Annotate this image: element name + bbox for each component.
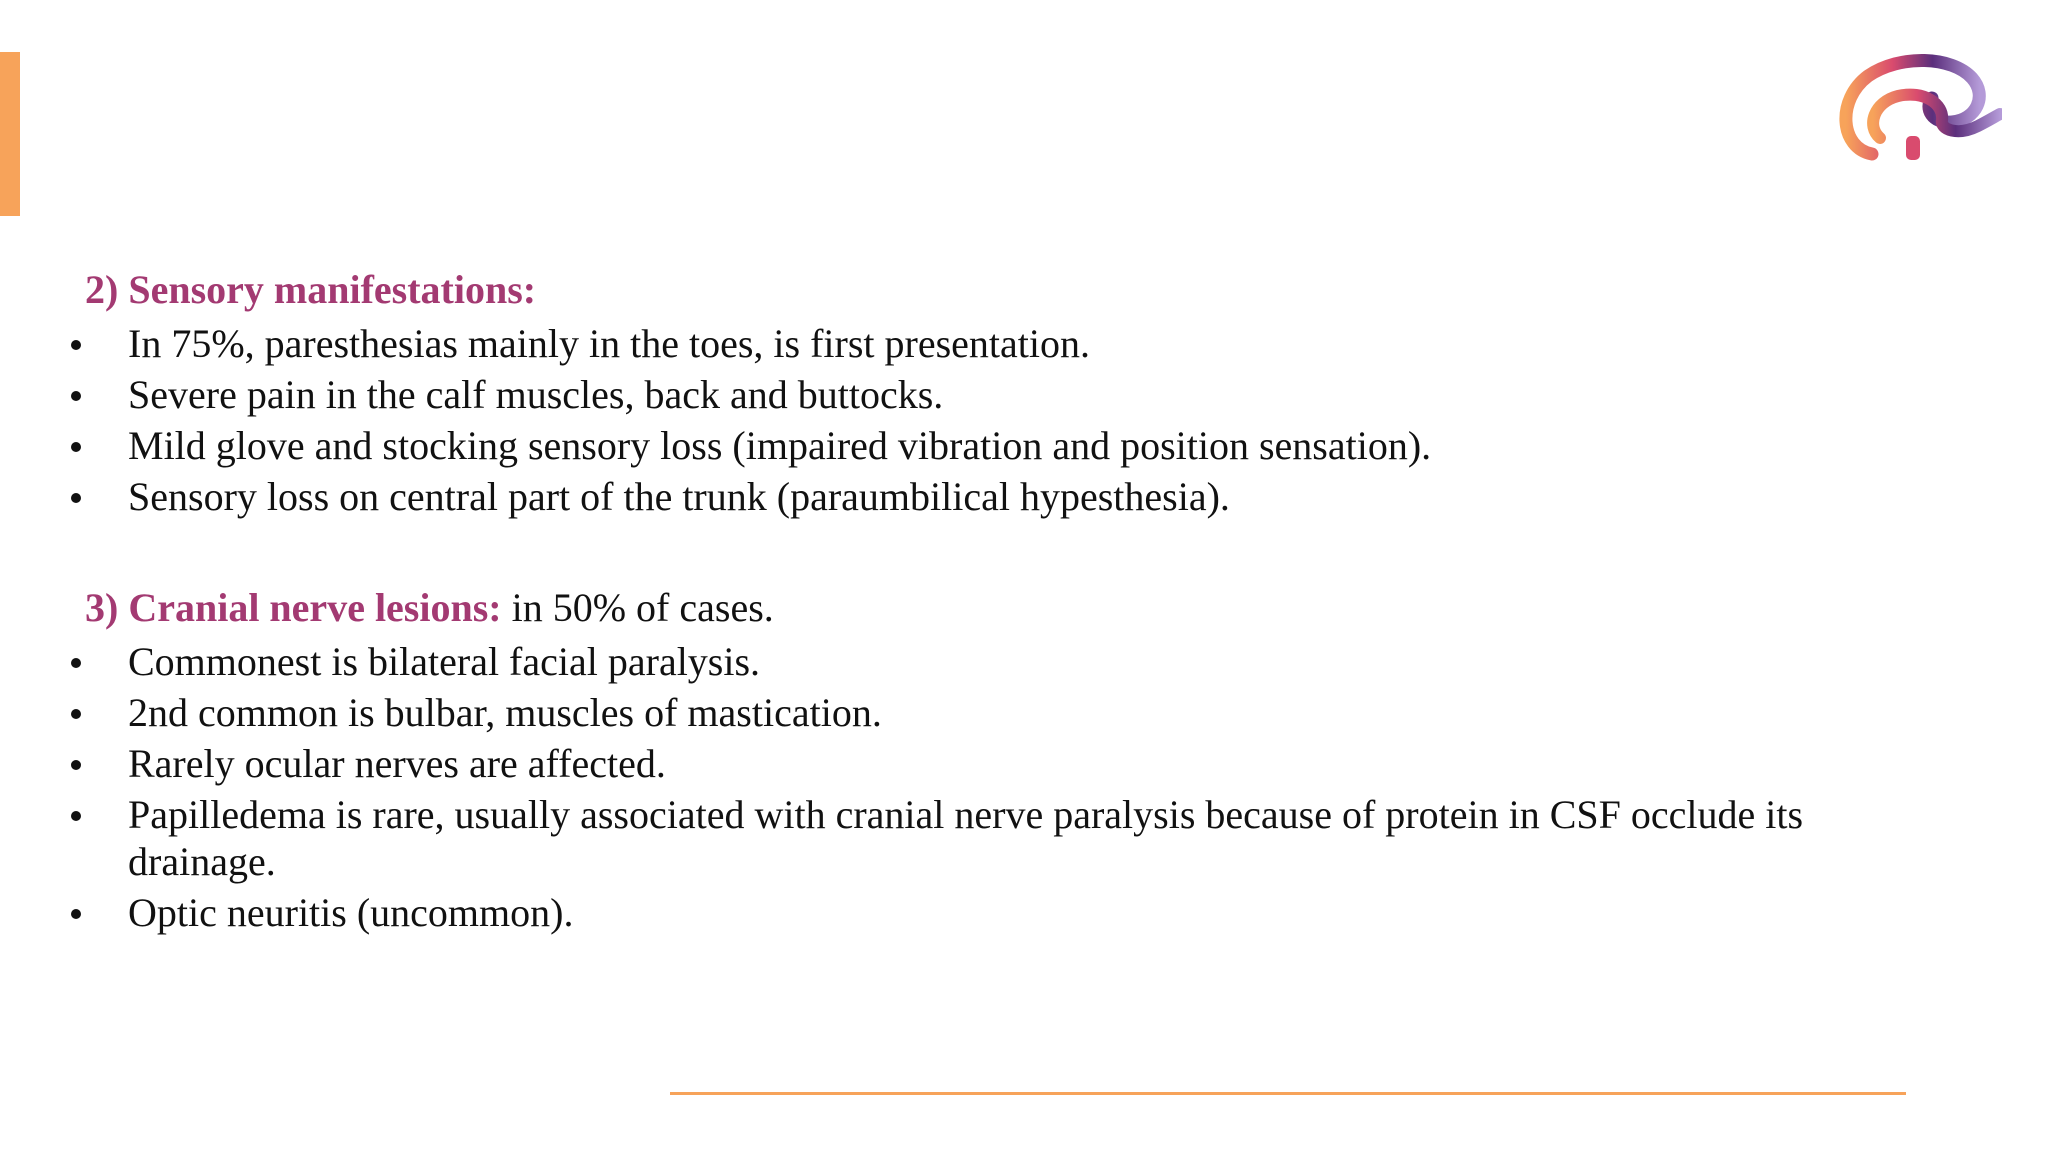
bullet-icon: [71, 760, 81, 770]
list-item: [0, 791, 2000, 885]
bullet-icon: [71, 391, 81, 401]
list-item: [0, 638, 2000, 685]
bullet-icon: [71, 493, 81, 503]
list-item-text: Rarely ocular nerves are affected.: [128, 741, 666, 786]
sensory-list: [0, 320, 2000, 520]
cranial-heading: [85, 580, 2000, 636]
list-item: [0, 889, 2000, 936]
bullet-icon: [71, 709, 81, 719]
list-item: [0, 371, 2000, 418]
list-item-text: Severe pain in the calf muscles, back and buttocks.: [128, 372, 944, 417]
list-item-text: Commonest is bilateral facial paralysis.: [128, 639, 761, 684]
cranial-heading-label: 3) Cranial nerve lesions:: [85, 585, 502, 630]
list-item-text: Papilledema is rare, usually associated with cranial nerve paralysis because of protein in CSF occlude its drainage.: [128, 792, 1804, 884]
list-item: [0, 473, 2000, 520]
list-item-text: 2nd common is bulbar, muscles of mastication.: [128, 690, 882, 735]
cranial-list: [0, 638, 2000, 936]
bullet-icon: [71, 909, 81, 919]
bottom-divider: [670, 1092, 1906, 1095]
list-item: [0, 740, 2000, 787]
list-item: [0, 422, 2000, 469]
list-item-text: Mild glove and stocking sensory loss (impaired vibration and position sensation).: [128, 423, 1432, 468]
bullet-icon: [71, 442, 81, 452]
list-item-text: Optic neuritis (uncommon).: [128, 890, 574, 935]
sensory-heading-label: 2) Sensory manifestations:: [85, 267, 537, 312]
cranial-section: [0, 580, 2000, 940]
bullet-icon: [71, 811, 81, 821]
sensory-section: [0, 262, 2000, 524]
sensory-heading: [85, 262, 2000, 318]
bullet-icon: [71, 340, 81, 350]
list-item: [0, 689, 2000, 736]
brain-curve-logo-icon: [1832, 48, 2002, 168]
accent-bar: [0, 52, 20, 216]
list-item-text: In 75%, paresthesias mainly in the toes, is first presentation.: [128, 321, 1091, 366]
bullet-icon: [71, 658, 81, 668]
cranial-heading-tail: in 50% of cases.: [501, 585, 774, 630]
list-item: [0, 320, 2000, 367]
list-item-text: Sensory loss on central part of the trunk (paraumbilical hypesthesia).: [128, 474, 1230, 519]
